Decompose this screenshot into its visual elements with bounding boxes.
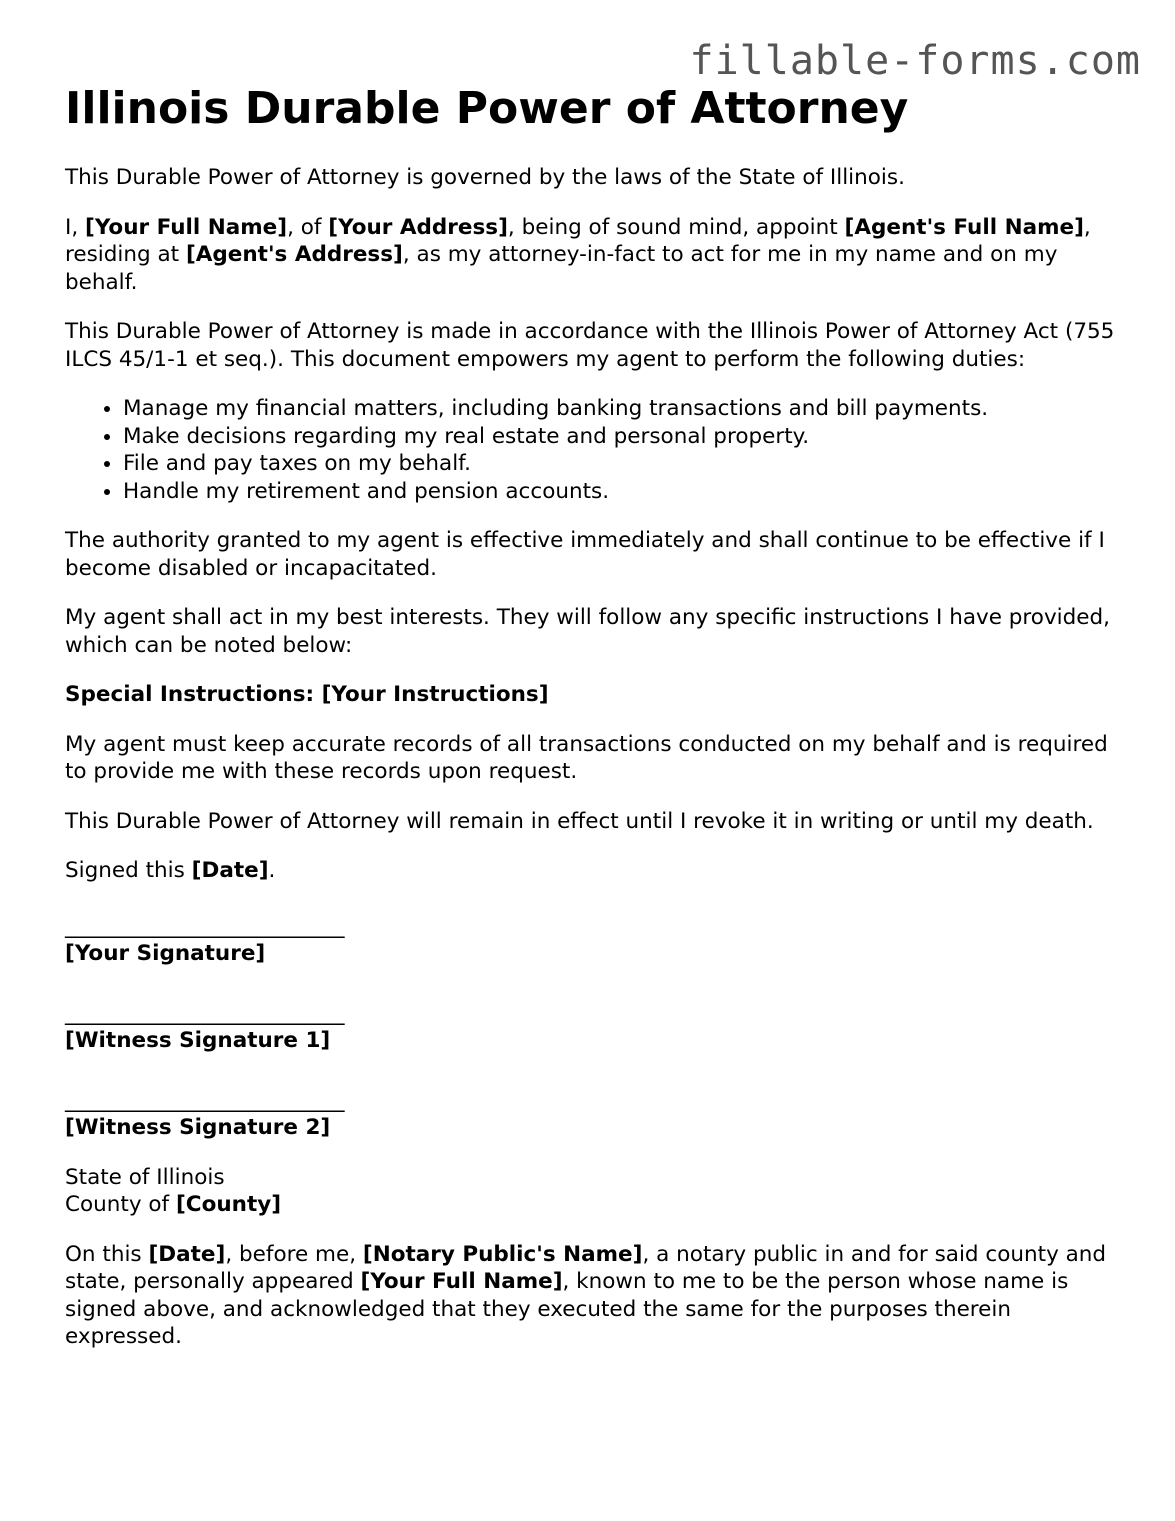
your-signature-block	[65, 913, 1115, 968]
duties-list	[65, 395, 1115, 505]
list-item: • File and pay taxes on my behalf.	[123, 450, 1115, 478]
witness-2-signature-label: [Witness Signature 2]	[65, 1115, 331, 1140]
special-instructions: Special Instructions: [Your Instructions]	[65, 682, 549, 707]
effective-paragraph: The authority granted to my agent is effective immediately and shall continue to be effective if I become disabled or incapacitated.	[65, 528, 1105, 581]
notary-date-field: [Date]	[148, 1241, 226, 1267]
notary-paragraph: On this [Date], before me, [Notary Public's Name], a notary public in and for said county and state, personally appeared [Your Full Name], known to me to be the person whose name is signed above, and acknowledged that they executed the same for the purposes therein expressed.	[65, 1241, 1107, 1349]
witness-2-signature-block	[65, 1087, 1115, 1142]
appointment-paragraph: I, [Your Full Name], of [Your Address], being of sound mind, appoint [Agent's Full Name], residing at [Agent's Address], as my attorney-in-fact to act for me in my name and on my behalf.	[65, 214, 1091, 295]
state-line: State of Illinois	[65, 1164, 225, 1190]
signed-date-field: [Date]	[191, 858, 269, 883]
signed-date-line: Signed this [Date].	[65, 858, 276, 883]
agent-address-field: [Agent's Address]	[185, 242, 403, 267]
accordance-paragraph: This Durable Power of Attorney is made in accordance with the Illinois Power of Attorney Act (755 ILCS 45/1-1 et seq.). This document empowers my agent to perform the following duties:	[65, 319, 1115, 372]
list-item: • Handle my retirement and pension accounts.	[123, 478, 1115, 506]
witness-1-signature-block	[65, 1000, 1115, 1055]
principal-address-field: [Your Address]	[328, 214, 508, 240]
list-item: • Make decisions regarding my real estate and personal property.	[123, 423, 1115, 451]
principal-name-field: [Your Full Name]	[85, 214, 288, 240]
signature-line: __________________________	[65, 1000, 345, 1026]
governed-paragraph: This Durable Power of Attorney is governed by the laws of the State of Illinois.	[65, 165, 905, 190]
page-title: Illinois Durable Power of Attorney	[65, 83, 909, 134]
agent-name-field: [Agent's Full Name]	[844, 214, 1084, 240]
your-signature-label: [Your Signature]	[65, 941, 266, 966]
venue-block: State of Illinois County of [County]	[65, 1164, 282, 1217]
signature-line: __________________________	[65, 1087, 345, 1113]
notary-principal-name-field: [Your Full Name]	[360, 1269, 563, 1294]
document	[65, 78, 1115, 1373]
county-field: [County]	[175, 1192, 282, 1217]
records-paragraph: My agent must keep accurate records of all transactions conducted on my behalf and is required to provide me with these records upon request.	[65, 731, 1108, 784]
remain-paragraph: This Durable Power of Attorney will remain in effect until I revoke it in writing or until my death.	[65, 808, 1094, 834]
notary-name-field: [Notary Public's Name]	[362, 1241, 643, 1267]
signature-line: __________________________	[65, 913, 345, 939]
witness-1-signature-label: [Witness Signature 1]	[65, 1028, 331, 1053]
best-interests-paragraph: My agent shall act in my best interests. They will follow any specific instructions I have provided, which can be noted below:	[65, 605, 1110, 658]
list-item: • Manage my financial matters, including banking transactions and bill payments.	[123, 395, 1115, 423]
watermark: fillable-forms.com	[689, 38, 1141, 84]
